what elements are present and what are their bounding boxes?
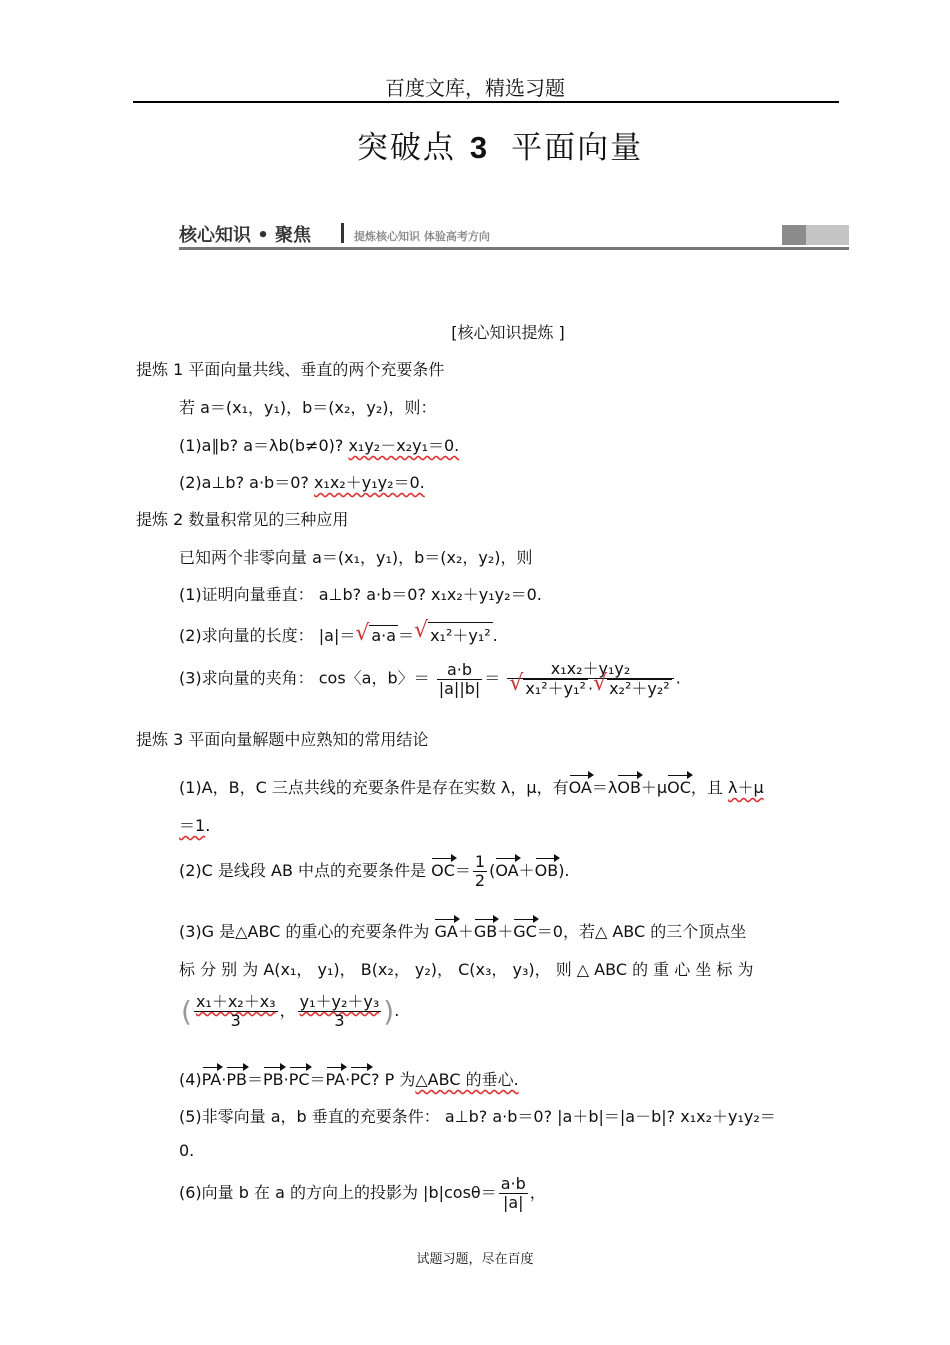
t1-item1-underlined: x₁y₂－x₂y₁＝0. bbox=[348, 436, 460, 455]
t2-item2 bbox=[179, 622, 498, 646]
t3-item5: (5)非零向量 a，b 垂直的充要条件： a⊥b? a·b＝0? |a＋b|＝|a－b|? x₁x₂＋y₁y₂＝ bbox=[179, 1107, 776, 1126]
t3-item6 bbox=[179, 1175, 546, 1212]
t2-item3 bbox=[179, 660, 681, 698]
fraction-x-mean bbox=[194, 993, 278, 1030]
dot: · bbox=[221, 1070, 227, 1089]
t2-given: 已知两个非零向量 a＝(x₁，y₁)，b＝(x₂，y₂)，则 bbox=[179, 548, 533, 567]
t3-item3-plus: ＋ bbox=[497, 922, 514, 941]
title-prefix: 突破点 bbox=[356, 130, 456, 166]
t3-item2-close: ). bbox=[558, 861, 570, 880]
document-title bbox=[0, 122, 950, 167]
t2-item3-eq: ＝ bbox=[484, 668, 501, 688]
t3-item3-text: (3)G 是△ABC 的重心的充要条件为 bbox=[179, 922, 435, 941]
t3-item3-text-b: ＝0，若△ ABC 的三个顶点坐 bbox=[536, 922, 747, 941]
t3-item5-line2: 0. bbox=[179, 1141, 195, 1160]
frac-den-dot: · bbox=[587, 679, 594, 698]
t2-item2-pre: (2)求向量的长度： |a|＝ bbox=[179, 626, 356, 645]
t3-item4-text-b: ? P 为 bbox=[371, 1070, 416, 1089]
t3-item1 bbox=[179, 775, 764, 798]
vector-gc: GC bbox=[513, 922, 537, 941]
t3-item4 bbox=[179, 1067, 519, 1090]
vector-pc: PC bbox=[350, 1070, 372, 1089]
t3-item6-end: ， bbox=[529, 1183, 546, 1202]
section-label: [核心知识提炼 ] bbox=[451, 323, 565, 342]
t3-item2-open: ( bbox=[489, 861, 496, 880]
page-footer: 试题习题，尽在百度 bbox=[416, 1252, 534, 1267]
t3-item1-end: . bbox=[205, 816, 211, 835]
t3-item4-eq: ＝ bbox=[246, 1070, 263, 1089]
t3-item3-plus: ＋ bbox=[457, 922, 474, 941]
fraction-one-half bbox=[473, 853, 487, 890]
vector-oa: OA bbox=[495, 861, 519, 880]
t3-item2-eq: ＝ bbox=[454, 861, 471, 880]
frac-den: |a| bbox=[502, 1193, 524, 1212]
t3-item1-line2-underlined: ＝1 bbox=[179, 816, 206, 835]
t2-item2-mid: ＝ bbox=[398, 626, 415, 645]
t3-heading: 提炼 3 平面向量解题中应熟知的常用结论 bbox=[136, 730, 429, 749]
banner-sub-text: 提炼核心知识 体验高考方向 bbox=[354, 230, 490, 243]
t1-item1 bbox=[179, 433, 459, 456]
fraction-coordinates bbox=[507, 660, 673, 698]
t3-centroid-coords: ( $\frac{\text{x₁＋x₂＋x₃}}{3}$ ， $\frac{\text{y₁＋y₂＋y₃}}{3}$ ). bbox=[181, 992, 400, 1030]
vector-oc: OC bbox=[431, 861, 455, 880]
fraction-y-mean bbox=[298, 993, 382, 1030]
frac-num: x₁＋x₂＋x₃ bbox=[195, 992, 276, 1011]
t3-item3-line2: 标 分 别 为 A(x₁， y₁)， B(x₂， y₂)， C(x₃， y₃)， 则 △ ABC 的 重 心 坐 标 为 bbox=[179, 960, 754, 979]
banner-rule bbox=[179, 247, 849, 250]
frac-den: 2 bbox=[474, 871, 486, 890]
vector-pc: PC bbox=[288, 1070, 310, 1089]
frac-den: 3 bbox=[230, 1011, 241, 1030]
frac-num: a·b bbox=[437, 661, 483, 680]
centroid-end: . bbox=[394, 1001, 400, 1020]
banner-main-text: 核心知识 • 聚焦 bbox=[179, 225, 312, 246]
sqrt-a-dot-a: √ a·a bbox=[369, 625, 398, 645]
sqrt-x1-y1: √ x₁²＋y₁² bbox=[428, 622, 493, 646]
vector-ob: OB bbox=[534, 861, 559, 880]
sqrt-x1-y1: √ x₁²＋y₁² bbox=[523, 679, 588, 698]
t3-item2-text: (2)C 是线段 AB 中点的充要条件是 bbox=[179, 861, 432, 880]
frac-num: 1 bbox=[474, 852, 486, 871]
t3-item1-eq: ＝λ bbox=[591, 778, 618, 797]
title-suffix: 平面向量 bbox=[511, 130, 644, 166]
t3-item1-b: ，且 bbox=[690, 778, 728, 797]
vector-pa: PA bbox=[325, 1070, 346, 1089]
t3-item1-line2 bbox=[179, 813, 210, 836]
vector-gb: GB bbox=[473, 922, 498, 941]
banner-dark-block bbox=[782, 225, 806, 245]
banner-divider bbox=[341, 223, 344, 243]
title-number: 3 bbox=[469, 130, 490, 165]
vector-pb: PB bbox=[226, 1070, 247, 1089]
frac-num: y₁＋y₂＋y₃ bbox=[299, 992, 380, 1011]
t2-heading: 提炼 2 数量积常见的三种应用 bbox=[136, 510, 349, 529]
t3-item4-text: (4) bbox=[179, 1070, 202, 1089]
t3-item2-plus: ＋ bbox=[518, 861, 535, 880]
t2-item3-pre: (3)求向量的夹角： cos〈a，b〉＝ bbox=[179, 668, 430, 688]
vector-pa: PA bbox=[201, 1070, 222, 1089]
t3-item1-plus: ＋μ bbox=[640, 778, 668, 797]
page-header-title: 百度文库，精选习题 bbox=[385, 76, 565, 100]
frac-den bbox=[507, 679, 673, 698]
vector-pb: PB bbox=[262, 1070, 284, 1089]
frac-den: 3 bbox=[334, 1011, 345, 1030]
t1-item2-underlined: x₁x₂＋y₁y₂＝0. bbox=[313, 473, 425, 492]
t1-item2 bbox=[179, 470, 425, 493]
t1-given: 若 a＝(x₁，y₁)，b＝(x₂，y₂)，则： bbox=[179, 398, 437, 417]
t3-item4-underlined: △ABC 的垂心. bbox=[415, 1070, 519, 1089]
sqrt-x2-y2: √ x₂²＋y₂² bbox=[607, 679, 672, 698]
frac-num: a·b bbox=[500, 1174, 526, 1193]
t3-item1-underlined: λ＋μ bbox=[727, 778, 764, 797]
frac-num: x₁x₂＋y₁y₂ bbox=[507, 660, 673, 679]
centroid-comma: ， bbox=[279, 1001, 296, 1020]
vector-ob: OB bbox=[617, 778, 641, 797]
t2-item3-end: . bbox=[675, 668, 681, 688]
t3-item1-text: (1)A，B，C 三点共线的充要条件是存在实数 λ，μ，有 bbox=[179, 778, 569, 797]
dot: · bbox=[345, 1070, 351, 1089]
t1-item2-text: (2)a⊥b? a·b＝0? bbox=[179, 473, 314, 492]
t3-item6-text: (6)向量 b 在 a 的方向上的投影为 |b|cosθ＝ bbox=[179, 1183, 497, 1202]
t2-item2-end: . bbox=[492, 626, 498, 645]
banner-light-block bbox=[806, 225, 849, 245]
t3-item3 bbox=[179, 919, 746, 942]
vector-oa: OA bbox=[568, 778, 592, 797]
t2-item1: (1)证明向量垂直： a⊥b? a·b＝0? x₁x₂＋y₁y₂＝0. bbox=[179, 585, 542, 604]
fraction-ab-over-norms bbox=[437, 661, 483, 698]
fraction-projection bbox=[499, 1175, 528, 1212]
section-banner bbox=[179, 219, 849, 251]
t3-item2 bbox=[179, 853, 570, 890]
vector-ga: GA bbox=[434, 922, 458, 941]
frac-den: |a||b| bbox=[438, 678, 481, 698]
header-rule bbox=[133, 101, 839, 103]
vector-oc: OC bbox=[667, 778, 691, 797]
t1-item1-text: (1)a∥b? a＝λb(b≠0)? bbox=[179, 436, 349, 455]
t3-item4-eq: ＝ bbox=[309, 1070, 326, 1089]
dot: · bbox=[283, 1070, 289, 1089]
t1-heading: 提炼 1 平面向量共线、垂直的两个充要条件 bbox=[136, 360, 445, 379]
